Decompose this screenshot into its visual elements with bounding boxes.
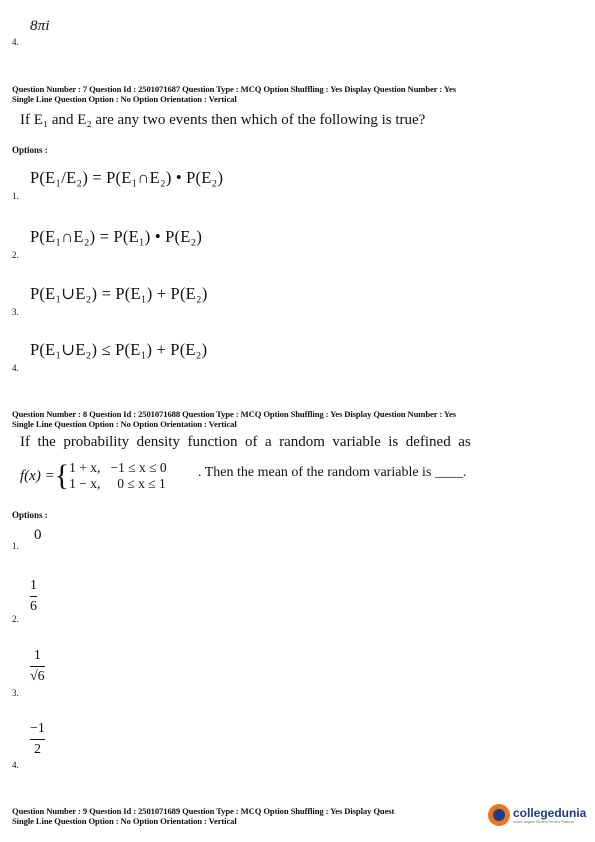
q8-option-2-number: 2. <box>12 614 19 624</box>
q7-option-2-number: 2. <box>12 250 19 260</box>
collegedunia-logo <box>488 804 586 826</box>
prev-option-number: 4. <box>12 37 19 47</box>
q8-piecewise-function <box>20 456 167 496</box>
q7-meta-line1: Question Number : 7 Question Id : 2501071687 Question Type : MCQ Option Shuffling : Yes Display Question Number : Yes <box>12 84 456 94</box>
q7-meta-line2: Single Line Question Option : No Option Orientation : Vertical <box>12 94 237 104</box>
q8-option-4-denominator: 2 <box>33 742 41 757</box>
q8-option-3[interactable] <box>30 648 45 685</box>
q9-meta-line1: Question Number : 9 Question Id : 2501071689 Question Type : MCQ Option Shuffling : Yes Display Quest <box>12 806 395 816</box>
q8-option-3-number: 3. <box>12 688 19 698</box>
q8-question-text-line1: If the probability density function of a random variable is defined as <box>20 434 471 450</box>
q8-option-4-fraction-bar <box>30 739 45 740</box>
q8-option-2[interactable] <box>30 578 37 615</box>
logo-wordmark: collegedunia <box>513 806 587 820</box>
q8-option-3-numerator: 1 <box>33 648 41 663</box>
prev-option-expression: 8πi <box>30 18 50 34</box>
q7-option-3[interactable]: P(E₁∪E₂) = P(E₁) + P(E₂) <box>30 284 208 303</box>
q7-option-4-number: 4. <box>12 363 19 373</box>
q7-option-2[interactable]: P(E₁∩E₂) = P(E₁) • P(E₂) <box>30 227 203 246</box>
q8-option-3-denominator: √6 <box>30 669 45 684</box>
q8-option-2-numerator: 1 <box>30 578 37 593</box>
q8-option-2-fraction-bar <box>30 596 37 597</box>
q8-option-4-number: 4. <box>12 760 19 770</box>
q8-case-1: 1 + x, −1 ≤ x ≤ 0 <box>69 460 167 475</box>
q8-options-label: Options : <box>12 510 48 520</box>
collegedunia-logo-text <box>513 806 586 824</box>
collegedunia-logo-icon <box>488 804 510 826</box>
q7-option-1[interactable]: P(E₁/E₂) = P(E₁∩E₂) • P(E₂) <box>30 168 224 187</box>
q7-question-text: If E₁ and E₂ are any two events then which of the following is true? <box>20 112 426 128</box>
q8-case-2: 1 − x, 0 ≤ x ≤ 1 <box>69 476 166 491</box>
q8-option-1-number: 1. <box>12 541 19 551</box>
q8-question-text-line2: . Then the mean of the random variable is ____. <box>198 465 467 480</box>
q8-option-3-fraction-bar <box>30 666 45 667</box>
q7-option-3-number: 3. <box>12 307 19 317</box>
q7-option-1-number: 1. <box>12 191 19 201</box>
q9-meta-line2: Single Line Question Option : No Option Orientation : Vertical <box>12 816 237 826</box>
q8-meta-line1: Question Number : 8 Question Id : 2501071688 Question Type : MCQ Option Shuffling : Yes Display Question Number : Yes <box>12 409 456 419</box>
q8-option-1[interactable]: 0 <box>34 527 42 543</box>
q8-option-4[interactable] <box>30 721 45 758</box>
q8-meta-line2: Single Line Question Option : No Option Orientation : Vertical <box>12 419 237 429</box>
q8-left-brace: { <box>54 459 70 492</box>
q7-option-4[interactable]: P(E₁∪E₂) ≤ P(E₁) + P(E₂) <box>30 340 208 359</box>
logo-tagline: India's largest Student Review Platform <box>513 820 574 824</box>
q8-option-2-denominator: 6 <box>30 599 37 614</box>
q7-options-label: Options : <box>12 145 48 155</box>
q8-fx-label: f(x) = <box>20 467 55 484</box>
q8-cases <box>69 460 167 492</box>
q8-option-4-numerator: −1 <box>30 721 45 736</box>
